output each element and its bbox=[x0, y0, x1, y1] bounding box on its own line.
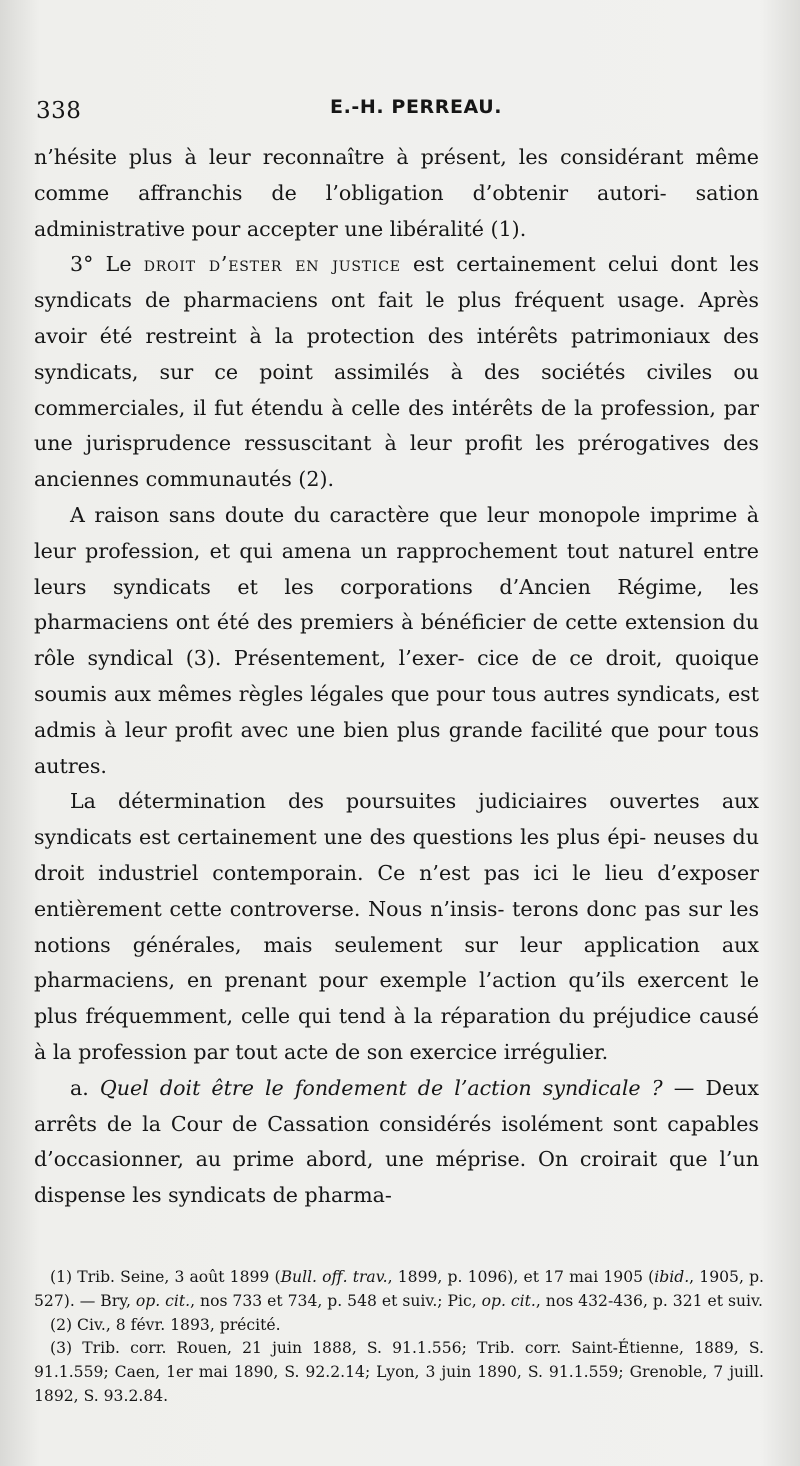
text-line: — bbox=[662, 1075, 695, 1100]
paragraph-continuation bbox=[34, 140, 759, 247]
text-line: patrimoniaux des syndicats, sur ce point assimilés à des bbox=[34, 323, 760, 384]
text-line: lieu d’exposer entièrement cette controverse. Nous n’insis- bbox=[34, 860, 759, 921]
text-line: l’action qu’ils exercent le plus fréquemment, celle qui tend bbox=[34, 968, 760, 1029]
text-line: sont capables d’occasionner, au prime abord, une méprise. bbox=[34, 1111, 759, 1172]
footnote-italic: op. cit. bbox=[481, 1291, 536, 1310]
text-line: une bien plus grande facilité que pour tous autres. bbox=[34, 717, 760, 778]
footnote-text: , nos 432-436, p. 321 et suiv. bbox=[535, 1291, 763, 1310]
small-caps-term: droit d’ester en justice bbox=[143, 252, 401, 277]
text-line: usage. Après avoir été restreint à la protection des intérêts bbox=[34, 288, 760, 348]
footnote-text: (2) Civ., 8 févr. 1893, précité. bbox=[50, 1315, 281, 1334]
text-line: cice de ce droit, quoique soumis aux mêmes règles légales bbox=[34, 646, 760, 706]
text-line: même comme affranchis de l’obligation d’obtenir autori- bbox=[34, 145, 759, 205]
section-prefix: 3° Le bbox=[70, 252, 144, 277]
footnote-text: , 1905, p. 527). — Bry, bbox=[34, 1268, 765, 1310]
footnote-text: , 1899, p. 1096), et 17 mai 1905 ( bbox=[387, 1268, 655, 1286]
text-line: La détermination des poursuites judiciaires ouvertes aux bbox=[70, 789, 759, 814]
text-line: sociétés civiles ou commerciales, il fut étendu à celle des bbox=[34, 359, 759, 420]
text-line: terons donc pas sur les notions générales, mais seulement sur bbox=[34, 896, 760, 957]
text-line: que pour tous autres syndicats, est admis à leur profit avec bbox=[34, 681, 759, 742]
text-line: leur application aux pharmaciens, en prenant pour exemple bbox=[34, 932, 760, 993]
text-line: tout naturel entre leurs syndicats et les corporations d’Ancien bbox=[34, 538, 759, 599]
page-number: 338 bbox=[36, 98, 82, 124]
text-line: à la réparation du préjudice causé à la profession par tout bbox=[34, 1004, 759, 1064]
paragraph-ester-en-justice bbox=[34, 247, 759, 498]
footnote-1 bbox=[34, 1266, 764, 1314]
text-line: Régime, les pharmaciens ont été des premiers à bénéficier bbox=[34, 574, 759, 635]
text-line: intérêts de la profession, par une jurisprudence ressuscitant bbox=[34, 395, 759, 456]
footnote-2 bbox=[34, 1314, 764, 1338]
footnote-italic: ibid. bbox=[654, 1268, 690, 1286]
text-line: Deux arrêts de la Cour de Cassation considérés isolément bbox=[34, 1075, 760, 1136]
paragraph-monopole bbox=[34, 498, 759, 784]
text-line: imprime à leur profession, et qui amena un rapprochement bbox=[34, 502, 759, 563]
footnote-text: (1) Trib. Seine, 3 août 1899 ( bbox=[50, 1268, 281, 1286]
footnote-text: (3) Trib. corr. Rouen, 21 juin 1888, S. 91.1.556; Trib. corr. Saint-Étienne, 1889, S. 91.1.559; Caen, 1er mai 1890, S. 92.2.14; Lyon, 3 juin 1890, S. 91.1.559; Grenoble, 7 juill. 1892, S. 93.2.84. bbox=[34, 1339, 764, 1405]
text-line: est certainement celui bbox=[400, 252, 659, 277]
footnote-text: , nos 733 et 734, p. 548 et suiv.; Pic, bbox=[190, 1291, 482, 1310]
footnotes bbox=[34, 1266, 764, 1409]
text-line: sation administrative pour accepter une libéralité (1). bbox=[34, 180, 759, 241]
running-head: E.-H. PERREAU. bbox=[330, 96, 503, 118]
main-text bbox=[34, 140, 759, 1214]
paragraph-fondement bbox=[34, 1071, 759, 1214]
footnote-italic: Bull. off. trav. bbox=[280, 1268, 388, 1286]
page-header bbox=[32, 96, 762, 130]
text-line: syndicats est certainement une des questions les plus épi- bbox=[34, 825, 647, 850]
text-line: de cette extension du rôle syndical (3). Présentement, l’exer- bbox=[34, 610, 760, 671]
italic-heading: Quel doit être le fondement de l’action syndicale ? bbox=[99, 1075, 663, 1100]
text-line: dont les syndicats de pharmaciens ont fait le plus fréquent bbox=[34, 252, 760, 313]
footnote-italic: op. cit. bbox=[135, 1291, 191, 1310]
text-line: n’hésite plus à leur reconnaître à présent, les considérant bbox=[34, 145, 684, 169]
text-line: neuses du droit industriel contemporain. Ce n’est pas ici le bbox=[34, 825, 759, 885]
section-prefix: a. bbox=[70, 1075, 100, 1100]
paragraph-determination bbox=[34, 784, 759, 1070]
footnote-3 bbox=[34, 1337, 764, 1408]
text-line: A raison sans doute du caractère que leur monopole bbox=[70, 502, 641, 527]
text-line: On croirait que l’un dispense les syndicats de pharma- bbox=[34, 1147, 759, 1208]
text-line: à leur profit les prérogatives des anciennes communautés (2). bbox=[34, 431, 760, 492]
text-line: acte de son exercice irrégulier. bbox=[284, 1039, 609, 1064]
